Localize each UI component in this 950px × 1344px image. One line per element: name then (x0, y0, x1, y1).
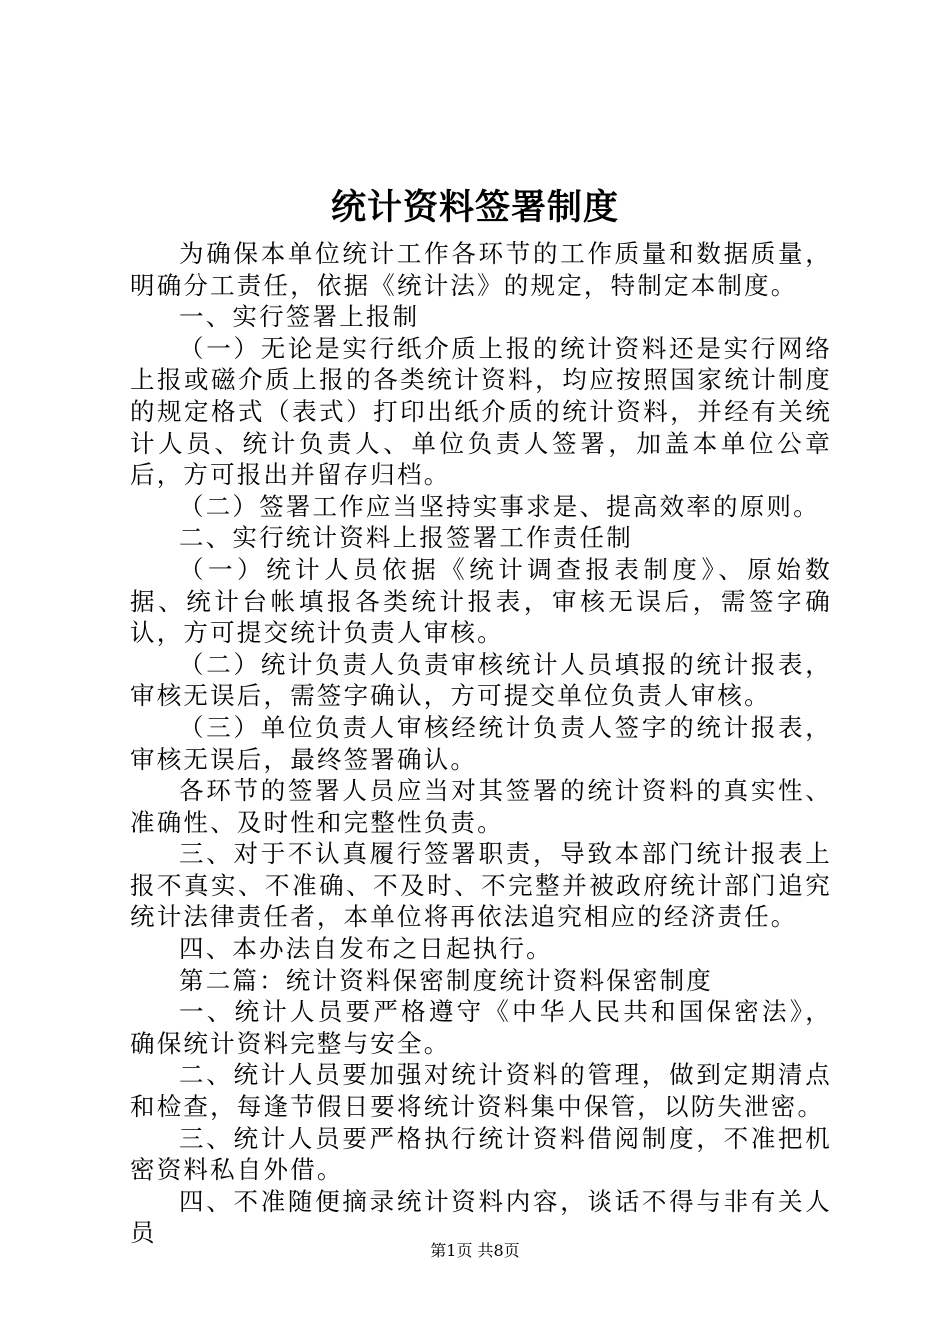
paragraph-2-1: （一）统计人员依据《统计调查报表制度》、原始数据、统计台帐填报各类统计报表，审核无误后，需签字确认，方可提交统计负责人审核。 (130, 554, 832, 648)
page-number: 第1页 共8页 (430, 1241, 520, 1260)
paragraph-1-1: （一）无论是实行纸介质上报的统计资料还是实行网络上报或磁介质上报的各类统计资料，均应按照国家统计制度的规定格式（表式）打印出纸介质的统计资料，并经有关统计人员、统计负责人、单位负责人签署，加盖本单位公章后，方可报出并留存归档。 (130, 333, 832, 490)
paragraph-section-3: 三、对于不认真履行签署职责，导致本部门统计报表上报不真实、不准确、不及时、不完整并被政府统计部门追究统计法律责任者，本单位将再依法追究相应的经济责任。 (130, 839, 832, 932)
heading-section-1: 一、实行签署上报制 (179, 302, 420, 332)
paragraph-2-2: （二）统计负责人负责审核统计人员填报的统计报表，审核无误后，需签字确认，方可提交单位负责人审核。 (130, 649, 832, 711)
paragraph-secrecy-4: 四、不准随便摘录统计资料内容，谈话不得与非有关人员 (130, 1186, 832, 1248)
document-body (130, 238, 832, 1249)
paragraph-2-3: （三）单位负责人审核经统计负责人签字的统计报表，审核无误后，最终签署确认。 (130, 712, 832, 774)
paragraph-secrecy-3: 三、统计人员要严格执行统计资料借阅制度，不准把机密资料私自外借。 (130, 1123, 832, 1185)
paragraph-secrecy-1: 一、统计人员要严格遵守《中华人民共和国保密法》，确保统计资料完整与安全。 (130, 997, 832, 1058)
paragraph-1-2: （二）签署工作应当坚持实事求是、提高效率的原则。 (179, 491, 820, 521)
paragraph-intro: 为确保本单位统计工作各环节的工作质量和数据质量，明确分工责任，依据《统计法》的规定，特制定本制度。 (130, 239, 832, 300)
paragraph-2-summary: 各环节的签署人员应当对其签署的统计资料的真实性、准确性、及时性和完整性负责。 (130, 776, 832, 837)
paragraph-section-4: 四、本办法自发布之日起执行。 (179, 934, 553, 964)
document-title: 统计资料签署制度 (330, 187, 619, 228)
heading-part-2: 第二篇：统计资料保密制度统计资料保密制度 (179, 965, 713, 995)
paragraph-secrecy-2: 二、统计人员要加强对统计资料的管理，做到定期清点和检查，每逢节假日要将统计资料集中保管，以防失泄密。 (130, 1060, 832, 1122)
heading-section-2: 二、实行统计资料上报签署工作责任制 (179, 523, 633, 553)
